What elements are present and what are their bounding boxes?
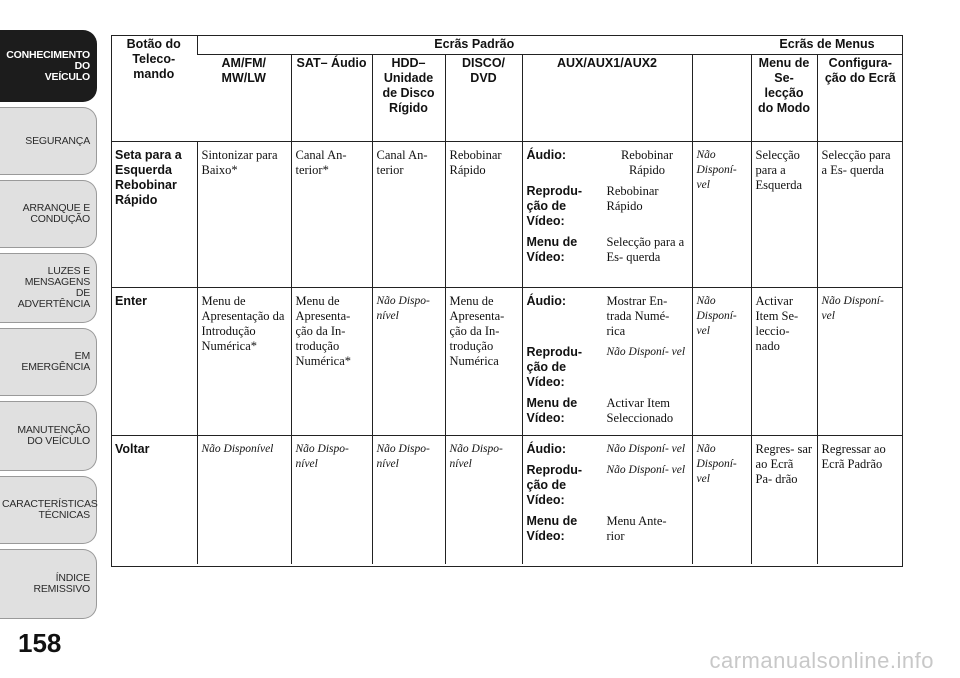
cell-aux2: Não Disponí- vel <box>692 142 751 288</box>
tab-manutencao-do-veiculo[interactable]: MANUTENÇÃO DO VEÍCULO <box>0 401 97 471</box>
cell-disc: Não Dispo- nível <box>445 436 522 564</box>
sub-key-audio: Áudio: <box>526 148 567 162</box>
row-divider <box>111 435 903 436</box>
row-divider <box>111 287 903 288</box>
row-button-label: Enter <box>115 294 147 308</box>
sub-key-audio: Áudio: <box>526 442 567 456</box>
header-sat-audio: SAT– Áudio <box>291 54 372 142</box>
sub-value-playback: Não Disponí- vel <box>606 464 686 476</box>
cell-sat: Canal An- terior* <box>291 142 372 288</box>
row-divider <box>111 141 903 142</box>
cell-am: Não Disponível <box>197 436 291 564</box>
remote-control-functions-table <box>111 35 903 564</box>
sidebar-tabs <box>0 0 100 678</box>
tab-seguranca[interactable]: SEGURANÇA <box>0 107 97 175</box>
sub-value-audio: Mostrar En- trada Numé- rica <box>606 294 670 338</box>
cell-am: Menu de Apresentação da Introdução Numérica* <box>197 288 291 436</box>
header-menu-selection: Menu de Se- lecção do Modo <box>751 54 817 142</box>
cell-hdd: Canal An- terior <box>372 142 445 288</box>
sub-value-audio: Não Disponí- vel <box>606 443 686 455</box>
cell-config: Regressar ao Ecrã Padrão <box>817 436 903 564</box>
page-number: 158 <box>18 628 62 658</box>
cell-aux <box>522 142 692 288</box>
tab-luzes-e-mensagens[interactable]: LUZES E MENSAGENS DE ADVERTÊNCIA <box>0 253 97 323</box>
cell-disc: Rebobinar Rápido <box>445 142 522 288</box>
tab-caracteristicas-tecnicas[interactable]: CARACTERÍSTICAS TÉCNICAS <box>0 476 97 544</box>
table-row <box>111 288 903 436</box>
sub-key-menu-video: Menu de Vídeo: <box>526 396 578 425</box>
header-divider <box>197 54 903 55</box>
table-row <box>111 142 903 288</box>
header-button: Botão do Teleco- mando <box>126 37 181 81</box>
sub-key-playback: Reprodu- ção de Vídeo: <box>526 345 583 389</box>
sub-key-playback: Reprodu- ção de Vídeo: <box>526 184 583 228</box>
tab-em-emergencia[interactable]: EM EMERGÊNCIA <box>0 328 97 396</box>
header-am-fm: AM/FM/ MW/LW <box>221 56 266 85</box>
cell-aux2: Não Disponí- vel <box>692 288 751 436</box>
cell-menu-selection: Regres- sar ao Ecrã Pa- drão <box>751 436 817 564</box>
sub-value-playback: Rebobinar Rápido <box>606 184 659 213</box>
cell-menu-selection: Activar Item Se- leccio- nado <box>751 288 817 436</box>
sub-value-menu-video: Selecção para a Es- querda <box>606 235 685 264</box>
cell-sat: Menu de Apresenta- ção da In- trodução Numérica* <box>291 288 372 436</box>
cell-am: Sintonizar para Baixo* <box>197 142 291 288</box>
cell-disc: Menu de Apresenta- ção da In- trodução Numérica <box>445 288 522 436</box>
cell-aux <box>522 436 692 564</box>
sub-value-menu-video: Activar Item Seleccionado <box>606 396 674 425</box>
sub-value-menu-video: Menu Ante- rior <box>606 514 667 543</box>
cell-hdd: Não Dispo- nível <box>372 436 445 564</box>
tab-conhecimento-do-veiculo[interactable]: CONHECIMENTO DO VEÍCULO <box>0 30 97 102</box>
header-aux-blank <box>692 54 751 142</box>
watermark: carmanualsonline.info <box>709 648 934 673</box>
tab-indice-remissivo[interactable]: ÍNDICE REMISSIVO <box>0 549 97 619</box>
header-hdd: HDD– Unidade de Disco Rígido <box>372 54 445 142</box>
sub-key-audio: Áudio: <box>526 294 567 308</box>
table-row <box>111 436 903 564</box>
cell-menu-selection: Selecção para a Esquerda <box>751 142 817 288</box>
cell-hdd: Não Dispo- nível <box>372 288 445 436</box>
sub-value-playback: Não Disponí- vel <box>606 346 686 358</box>
cell-aux <box>522 288 692 436</box>
tab-arranque-e-conducao[interactable]: ARRANQUE E CONDUÇÃO <box>0 180 97 248</box>
row-button-label: Seta para a Esquerda Rebobinar Rápido <box>115 148 182 207</box>
cell-sat: Não Dispo- nível <box>291 436 372 564</box>
header-menu-screens: Ecrãs de Menus <box>779 37 875 51</box>
header-disc-dvd: DISCO/ DVD <box>445 54 522 142</box>
sub-key-playback: Reprodu- ção de Vídeo: <box>526 463 583 507</box>
header-standard-screens: Ecrãs Padrão <box>197 35 751 54</box>
header-aux: AUX/AUX1/AUX2 <box>522 54 692 142</box>
sub-key-menu-video: Menu de Vídeo: <box>526 235 578 264</box>
cell-aux2: Não Disponí- vel <box>692 436 751 564</box>
row-button-label: Voltar <box>115 442 150 456</box>
cell-config: Selecção para a Es- querda <box>817 142 903 288</box>
cell-config: Não Disponí- vel <box>817 288 903 436</box>
sub-key-menu-video: Menu de Vídeo: <box>526 514 578 543</box>
header-screen-config: Configura- ção do Ecrã <box>817 54 903 142</box>
sub-value-audio: Rebobinar Rápido <box>620 148 674 177</box>
